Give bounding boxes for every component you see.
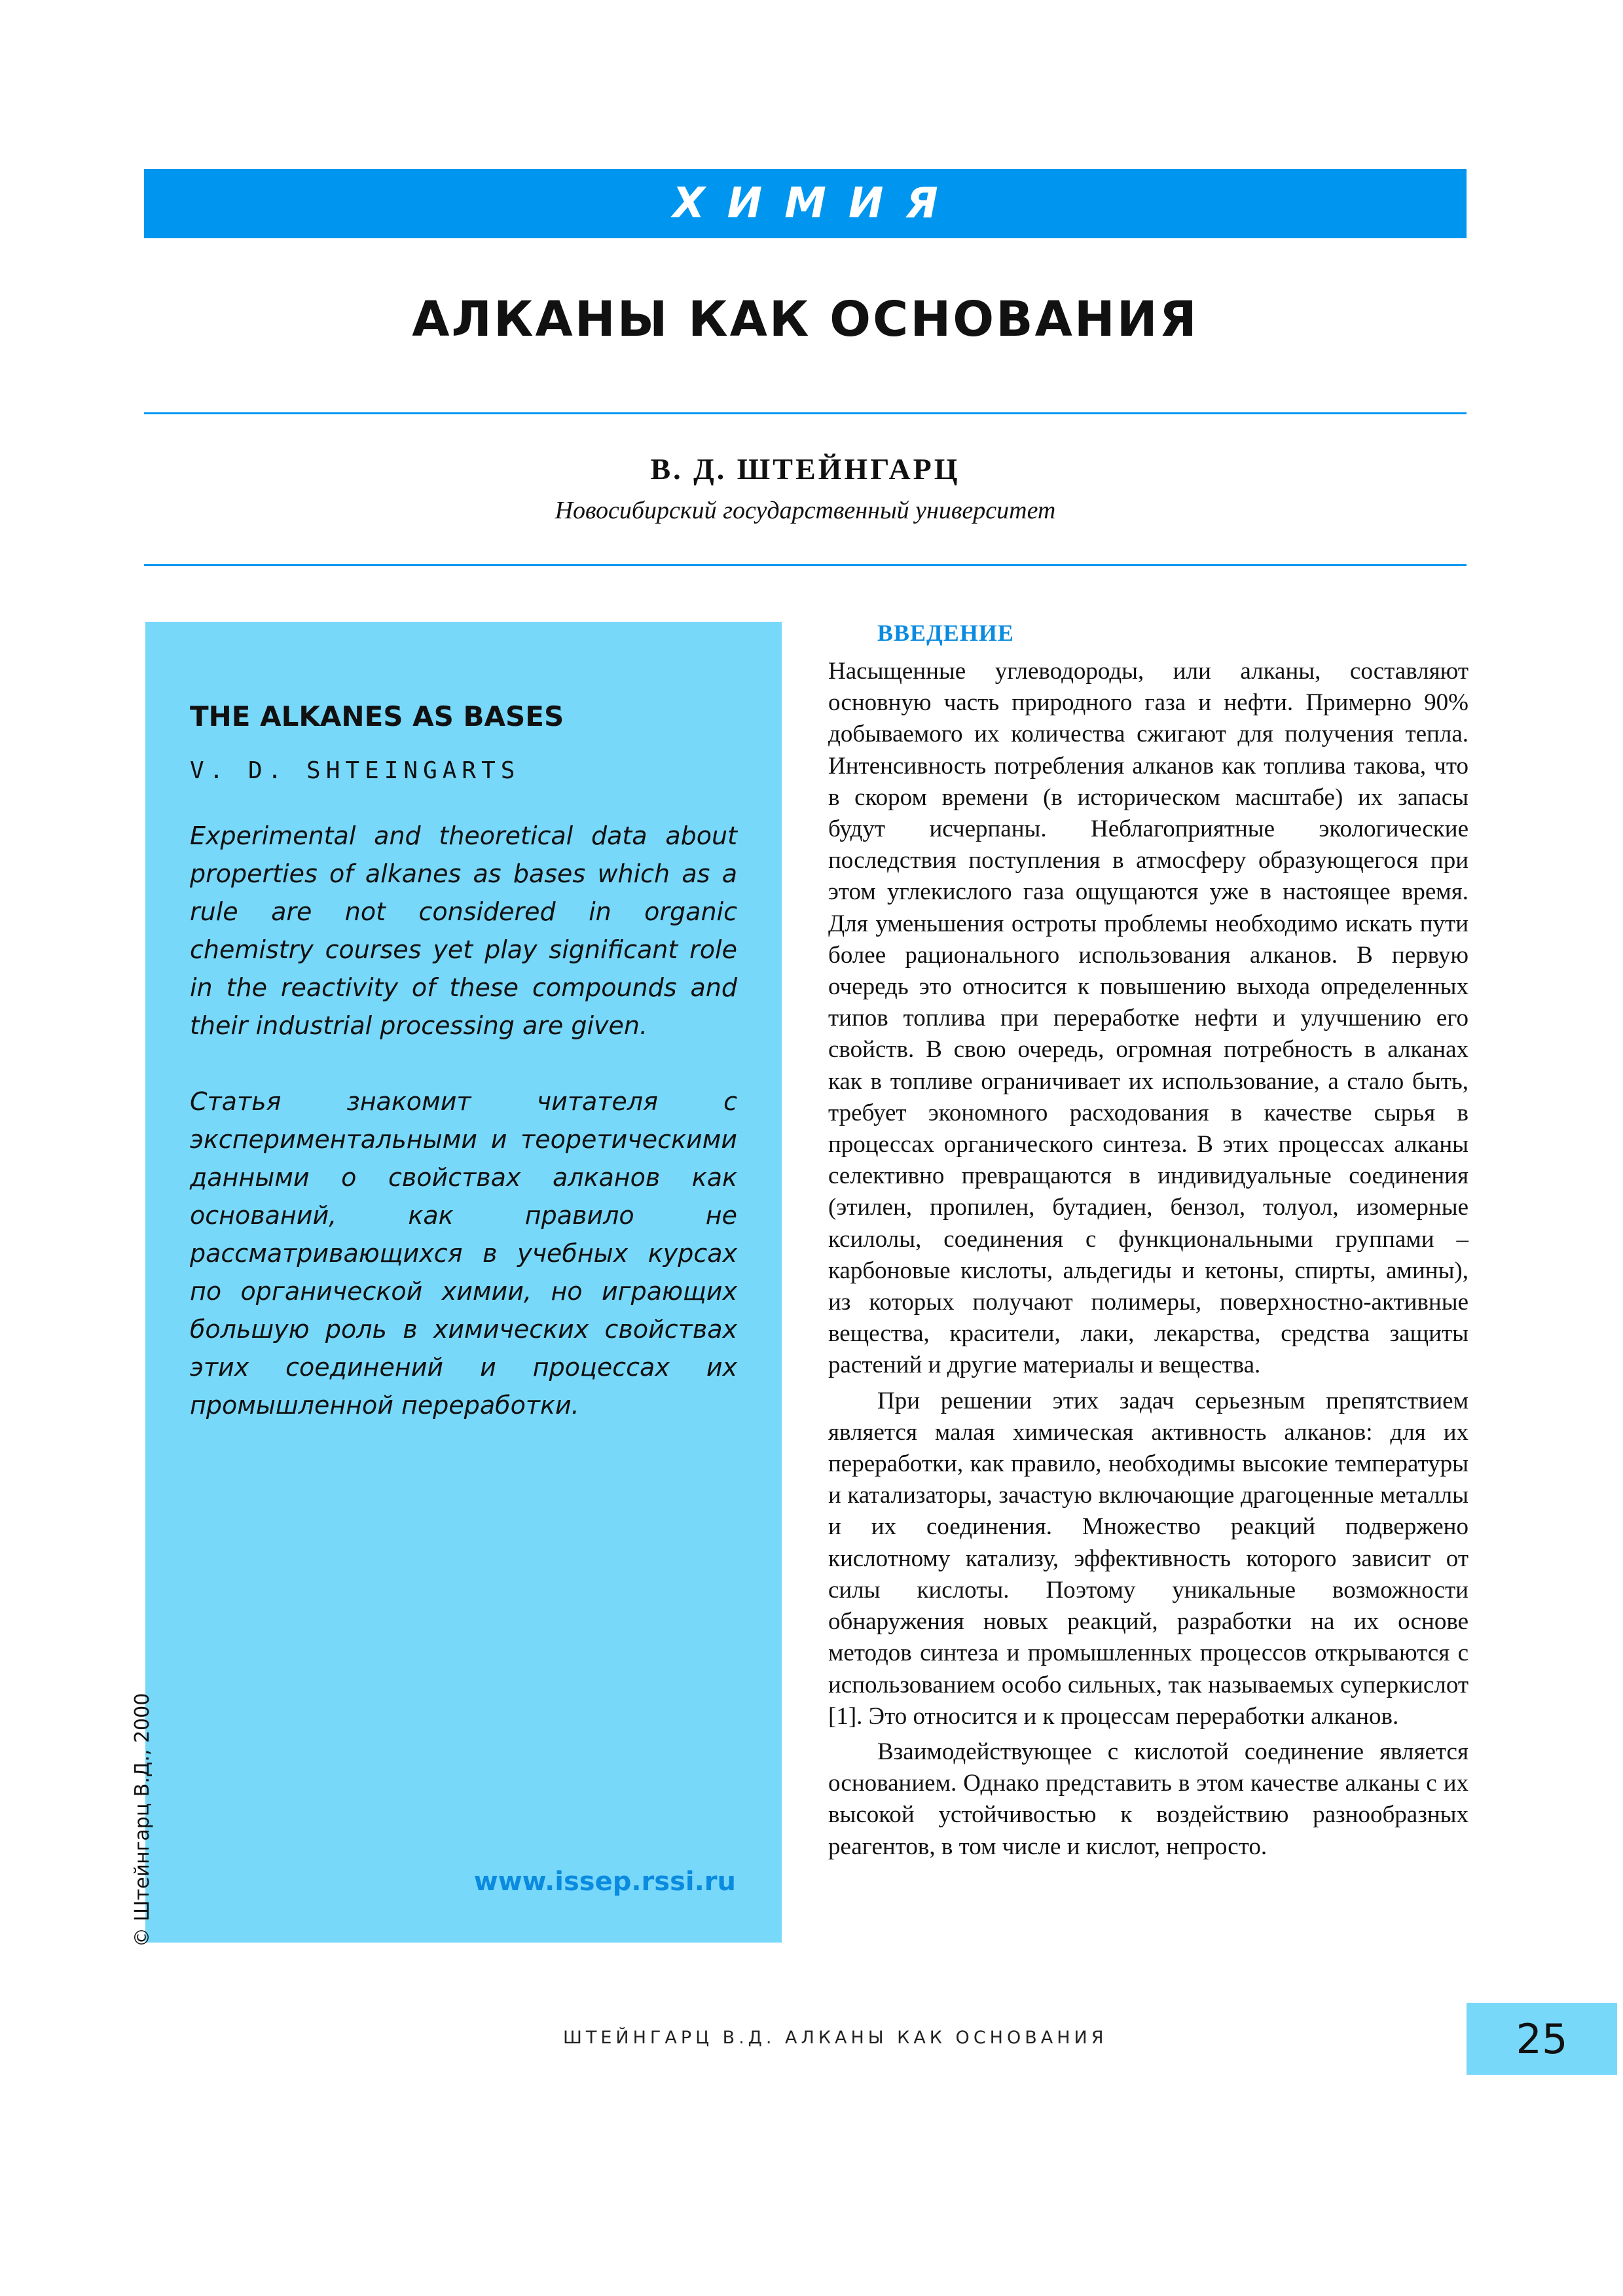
section-label: ХИМИЯ xyxy=(672,179,960,228)
body-text xyxy=(828,656,1468,1863)
running-footer: ШТЕЙНГАРЦ В.Д. АЛКАНЫ КАК ОСНОВАНИЯ xyxy=(563,2028,1108,2048)
page-number: 25 xyxy=(1516,2015,1568,2063)
author-affiliation: Новосибирский государственный университет xyxy=(555,497,1056,524)
website-link[interactable]: www.issep.rssi.ru xyxy=(473,1867,736,1897)
section-heading: ВВЕДЕНИЕ xyxy=(877,620,1014,646)
section-banner xyxy=(144,169,1467,238)
page-number-box xyxy=(1467,2003,1617,2075)
divider-top xyxy=(144,412,1467,414)
paragraph: Взаимодействующее с кислотой соединение является основанием. Однако представить в этом качестве алканы с их высокой устойчивостью к воздействию разнообразных реагентов, в том числе и кислот, непросто. xyxy=(828,1738,1468,1860)
divider-bottom xyxy=(144,564,1467,566)
paragraph: Насыщенные углеводороды, или алканы, составляют основную часть природного газа и нефти. Примерно 90% добываемого их количества сжигают для получения тепла. Интенсивность потребления алканов как топлива такова, что в скором времени (в историческом масштабе) их запасы будут исчерпаны. Неблагоприятные экологические последствия поступления в атмосферу образующегося при этом углекислого газа ощущаются уже в настоящее время. Для уменьшения остроты проблемы необходимо искать пути более рационального использования алканов. В первую очередь это относится к повышению выхода определенных типов топлива при переработке нефти и улучшению его свойств. В свою очередь, огромная потребность в алканах как в топливе ограничивает их использование, а стало быть, требует экономного расходования в качестве сырья в процессах органического синтеза. В этих процессах алканы селективно превращаются в индивидуальные соединения (этилен, пропилен, бутадиен, бензол, толуол, изомерные ксилолы, соединения с функциональными группами – карбоновые кислоты, альдегиды и кетоны, спирты, амины), из которых получают полимеры, поверхностно-активные вещества, красители, лаки, лекарства, средства защиты растений и другие материалы и вещества. xyxy=(828,658,1468,1379)
paragraph: При решении этих задач серьезным препятствием является малая химическая активность алканов: для их переработки, как правило, необходимы высокие температуры и катализаторы, зачастую включающие драгоценные металлы и их соединения. Множество реакций подвержено кислотному катализу, эффективность которого зависит от силы кислоты. Поэтому уникальные возможности обнаружения новых реакций, разработки на их основе методов синтеза и промышленных процессов открываются с использованием особо сильных, так называемых суперкислот [1]. Это относится и к процессам переработки алканов. xyxy=(828,1387,1468,1730)
article-title: АЛКАНЫ КАК ОСНОВАНИЯ xyxy=(412,291,1199,348)
abstract-title-en: THE ALKANES AS BASES xyxy=(190,700,564,732)
copyright-notice: © Штейнгарц В.Д., 2000 xyxy=(131,1693,154,1947)
author-name: В. Д. ШТЕЙНГАРЦ xyxy=(650,452,960,486)
abstract-text-en: Experimental and theoretical data about properties of alkanes as bases which as a rule are not considered in organic chemistry courses yet play significant role in the reactivity of these compounds and their industrial processing are given. xyxy=(190,821,737,1040)
abstract-box xyxy=(145,622,782,1943)
abstract-author-en: V. D. SHTEINGARTS xyxy=(190,757,520,784)
abstract-text-ru: Статья знакомит читателя с экспериментальными и теоретическими данными о свойствах алканов как оснований, как правило не рассматривающихся в учебных курсах по органической химии, но играющих большую роль в химических свойствах этих соединений и процессах их промышленной переработки. xyxy=(190,1087,737,1420)
